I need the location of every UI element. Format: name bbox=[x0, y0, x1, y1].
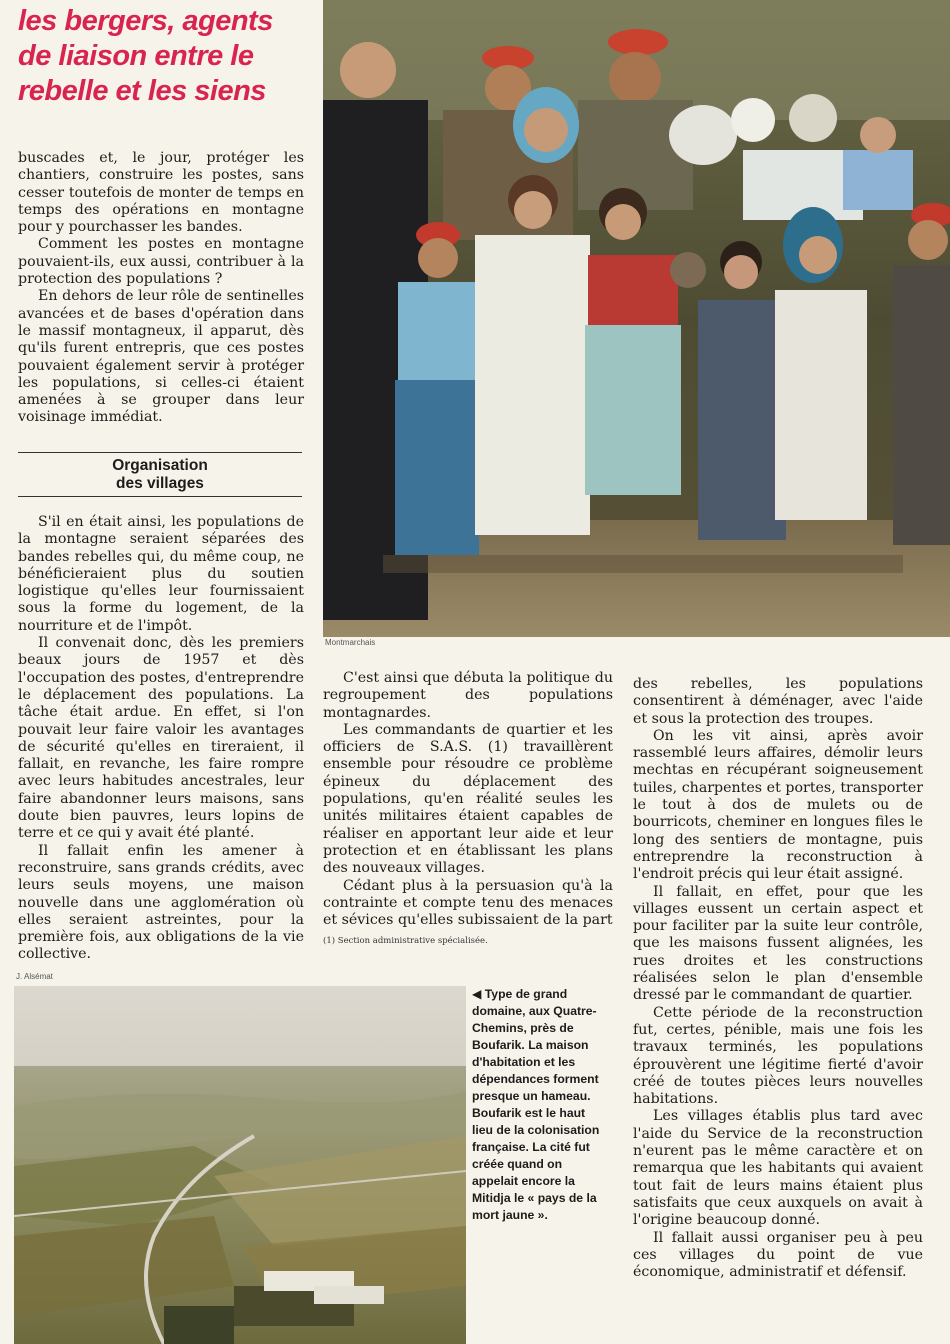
paragraph: Il fallait enfin les amener à reconstruire, sans grands crédits, avec leurs seuls moyens, une maison nouvelle dans une agglomération où elles seraient astreintes, pour la première fois, aux obligations de la vie collective. bbox=[18, 842, 304, 963]
headline-line-2: de liaison entre le bbox=[18, 40, 254, 72]
paragraph: buscades et, le jour, protéger les chantiers, construire les postes, sans cesser toutefois de monter de temps en temps des opérations en montagne pour y pourchasser les bandes. bbox=[18, 150, 304, 236]
photo-aerial-illustration bbox=[14, 986, 466, 1344]
photo-aerial-estate bbox=[14, 986, 466, 1344]
paragraph: En dehors de leur rôle de sentinelles avancées et de bases d'opération dans le massif montagneux, il apparut, dès qu'ils furent entrepris, que ces postes pouvaient également servir à protéger les populations, si celles-ci étaient amenées à se grouper dans leur voisinage immédiat. bbox=[18, 288, 304, 426]
caption-text: Type de grand domaine, aux Quatre-Chemins, près de Boufarik. La maison d'habitation et les dépendances forment presque un hameau. Boufarik est le haut lieu de la colonisation française. La cité fut créée quand on appelait encore la Mitidja le « pays de la mort jaune ». bbox=[472, 987, 600, 1222]
headline-line-1: les bergers, agents bbox=[18, 5, 273, 37]
photo-credit-top: Montmarchais bbox=[325, 638, 376, 647]
section-heading bbox=[18, 452, 302, 497]
paragraph: C'est ainsi que débuta la politique du regroupement des populations montagnardes. bbox=[323, 670, 613, 721]
section-heading-line-1: Organisation bbox=[112, 457, 208, 474]
headline bbox=[18, 4, 318, 109]
column-1-bottom bbox=[18, 514, 304, 964]
paragraph: Cédant plus à la persuasion qu'à la contrainte et compte tenu des menaces et sévices qu'elles subissaient de la part bbox=[323, 877, 613, 929]
section-heading-line-2: des villages bbox=[116, 475, 204, 492]
column-3 bbox=[633, 676, 923, 1281]
photo-villagers-illustration bbox=[323, 0, 950, 637]
column-2 bbox=[323, 670, 613, 929]
paragraph: des rebelles, les populations consentirent à déménager, avec l'aide et sous la protection des troupes. bbox=[633, 676, 923, 727]
headline-line-3: rebelle et les siens bbox=[18, 75, 266, 107]
paragraph: Cette période de la reconstruction fut, certes, pénible, mais une fois les travaux terminés, les populations éprouvèrent une légitime fierté d'avoir créé de toutes pièces leurs nouvelles habitations. bbox=[633, 1004, 923, 1108]
photo-credit-bottom: J. Alsémat bbox=[16, 972, 53, 981]
footnote: (1) Section administrative spécialisée. bbox=[323, 936, 488, 946]
paragraph: Il convenait donc, dès les premiers beaux jours de 1957 et dès l'occupation des postes, d'entreprendre le déplacement des populations. La tâche était ardue. En effet, si l'on pouvait leur faire valoir les avantages de sécurité qu'elles en tireraient, il fallait, en revanche, les faire rompre avec leurs habitudes ancestrales, leur faire abandonner leurs maisons, sans doute bien pauvres, leurs lopins de terre et ce qui y avait été planté. bbox=[18, 635, 304, 842]
paragraph: S'il en était ainsi, les populations de la montagne seraient séparées des bandes rebelles qui, du même coup, ne bénéficieraient plus du soutien logistique qu'elles leur fournissaient sous la forme du logement, de la nourriture et de l'impôt. bbox=[18, 514, 304, 634]
paragraph: On les vit ainsi, après avoir rassemblé leurs affaires, démolir leurs mechtas en récupérant soigneusement tuiles, charpentes et portes, transporter le tout à dos de mulets ou de bourricots, cheminer en longues files le long des sentiers de montagne, puis entreprendre la reconstruction à l'endroit précis qui leur était assigné. bbox=[633, 727, 923, 883]
paragraph: Les villages établis plus tard avec l'aide du Service de la reconstruction n'eurent pas le même caractère et on remarqua que les habitants qui avaient tout fait de leurs mains étaient plus satisfaits que ceux auxquels on avait à l'origine beaucoup donné. bbox=[633, 1108, 923, 1229]
caption-arrow-icon: ◀ bbox=[472, 987, 482, 1001]
paragraph: Comment les postes en montagne pouvaient-ils, eux aussi, contribuer à la protection des populations ? bbox=[18, 236, 304, 288]
photo-caption bbox=[472, 986, 606, 1224]
photo-villagers bbox=[323, 0, 950, 637]
paragraph: Il fallait, en effet, pour que les villages eussent un certain aspect et pour faciliter par la suite leur contrôle, que les maisons fussent alignées, les rues droites et les constructions réalisées selon le plan d'ensemble dressé par le commandant de quartier. bbox=[633, 883, 923, 1004]
paragraph: Il fallait aussi organiser peu à peu ces villages du point de vue économique, administratif et défensif. bbox=[633, 1229, 923, 1281]
paragraph: Les commandants de quartier et les officiers de S.A.S. (1) travaillèrent ensemble pour résoudre ce problème épineux du déplacement des populations, qu'en réalité seules les unités militaires étaient capables de réaliser en apportant leur aide et leur protection et en établissant les plans des nouveaux villages. bbox=[323, 721, 613, 877]
column-1-top bbox=[18, 150, 304, 427]
